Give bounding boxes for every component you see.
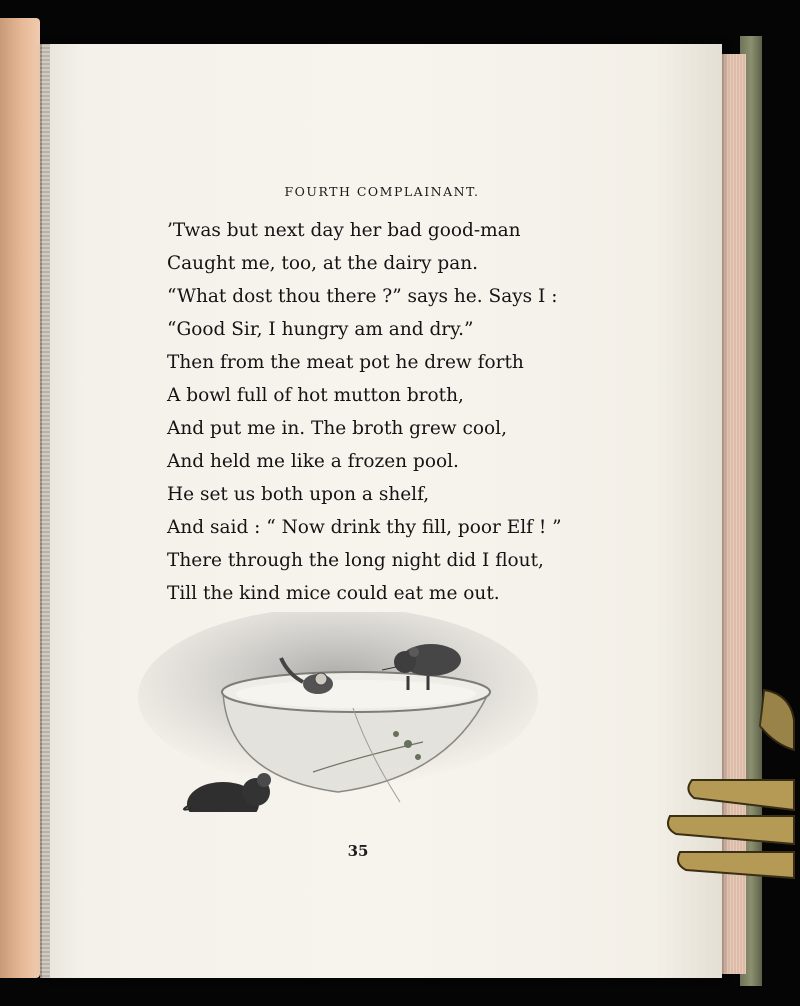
verse-line: And put me in. The broth grew cool,	[167, 418, 507, 439]
verse-line: ’Twas but next day her bad good-man	[167, 220, 521, 241]
verse-line: “Good Sir, I hungry am and dry.”	[167, 319, 474, 340]
verse-line: Caught me, too, at the dairy pan.	[167, 253, 479, 274]
verse-line: A bowl full of hot mutton broth,	[167, 385, 464, 406]
brass-hand-page-weight	[664, 680, 800, 910]
page-number: 35	[347, 842, 369, 860]
book-page	[42, 44, 722, 978]
running-header: FOURTH COMPLAINANT.	[284, 184, 480, 199]
verse-line: He set us both upon a shelf,	[167, 484, 430, 505]
verse-line: Then from the meat pot he drew forth	[167, 352, 524, 373]
mice-and-bowl-illustration	[138, 612, 558, 812]
poem-verse	[167, 214, 607, 610]
mouse-on-floor	[184, 773, 271, 812]
verse-line: And held me like a frozen pool.	[167, 451, 459, 472]
verse-line: Till the kind mice could eat me out.	[167, 583, 500, 604]
verse-line: There through the long night did I flout,	[167, 550, 544, 571]
verse-line: “What dost thou there ?” says he. Says I :	[167, 286, 558, 307]
verse-line: And said : “ Now drink thy fill, poor Elf ! ”	[167, 517, 562, 538]
facing-left-page	[0, 18, 40, 978]
sewn-spine-gutter	[40, 44, 50, 978]
